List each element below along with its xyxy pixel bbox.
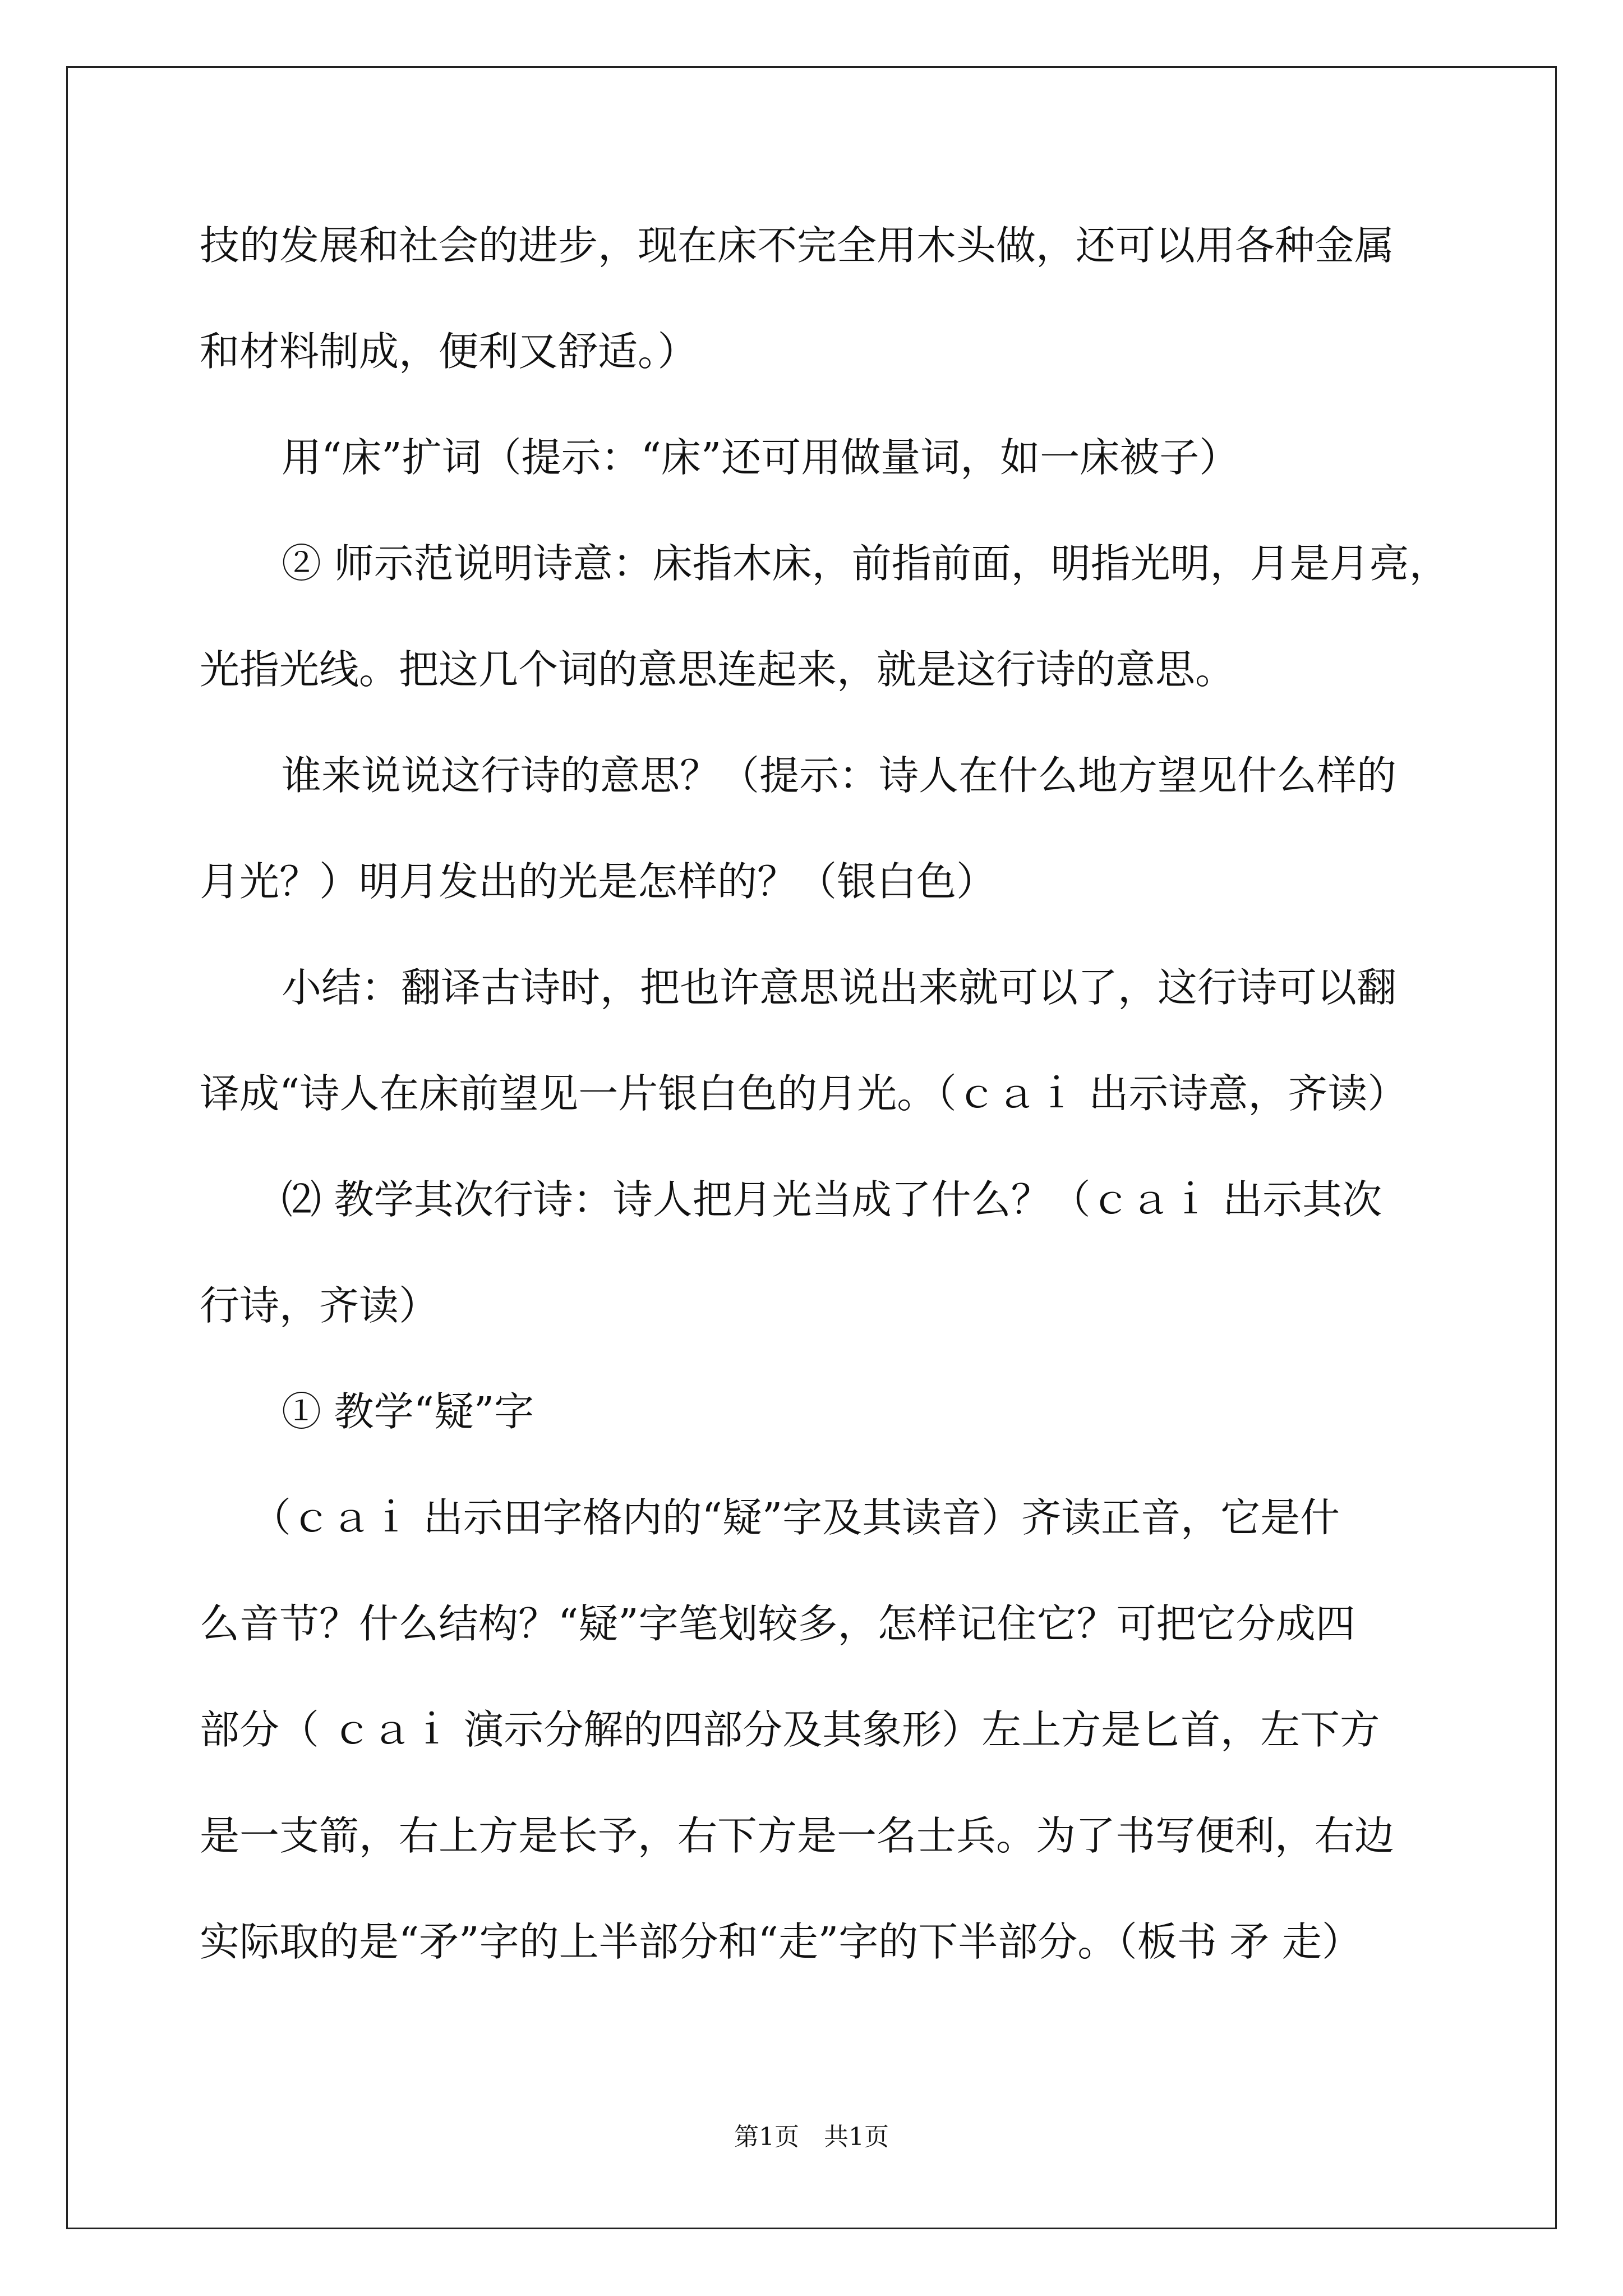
paragraph-line: 行诗，齐读） — [200, 1282, 439, 1329]
paragraph-line: ② 师示范说明诗意：床指木床，前指前面，明指光明，月是月亮， — [282, 540, 1449, 587]
paragraph-line: 是一支箭，右上方是长予，右下方是一名士兵。为了书写便利，右边 — [200, 1812, 1395, 1859]
page-footer: 第1页 共1页 — [734, 2123, 889, 2151]
paragraph-line: （ｃａｉ 出示田字格内的“疑”字及其读音）齐读正音，它是什 — [251, 1494, 1340, 1541]
paragraph-line: ⑵ 教学其次行诗：诗人把月光当成了什么？（ｃａｉ 出示其次 — [282, 1176, 1382, 1223]
paragraph-line: 实际取的是“矛”字的上半部分和“走”字的下半部分。（板书 矛 走） — [200, 1918, 1362, 1965]
paragraph-line: 月光？）明月发出的光是怎样的？（银白色） — [200, 858, 997, 905]
paragraph-line: 小结：翻译古诗时，把也许意思说出来就可以了，这行诗可以翻 — [282, 964, 1397, 1011]
paragraph-line: 和材料制成，便利又舒适。） — [200, 328, 698, 375]
paragraph-line: 部分（ ｃａｉ 演示分解的四部分及其象形）左上方是匕首，左下方 — [200, 1706, 1380, 1753]
paragraph-line: 么音节？什么结构？“疑”字笔划较多，怎样记住它？可把它分成四 — [200, 1600, 1355, 1647]
document-body — [200, 215, 1449, 2017]
paragraph-line: 谁来说说这行诗的意思？（提示：诗人在什么地方望见什么样的 — [282, 752, 1397, 799]
paragraph-line: ① 教学“疑”字 — [282, 1388, 534, 1435]
paragraph-line: 技的发展和社会的进步，现在床不完全用木头做，还可以用各种金属 — [200, 222, 1395, 269]
paragraph-line: 光指光线。把这几个词的意思连起来，就是这行诗的意思。 — [200, 646, 1235, 693]
paragraph-line: 译成“诗人在床前望见一片银白色的月光。（ｃａｉ 出示诗意，齐读） — [200, 1070, 1408, 1117]
paragraph-line: 用“床”扩词（提示：“床”还可用做量词，如一床被子） — [282, 434, 1239, 481]
